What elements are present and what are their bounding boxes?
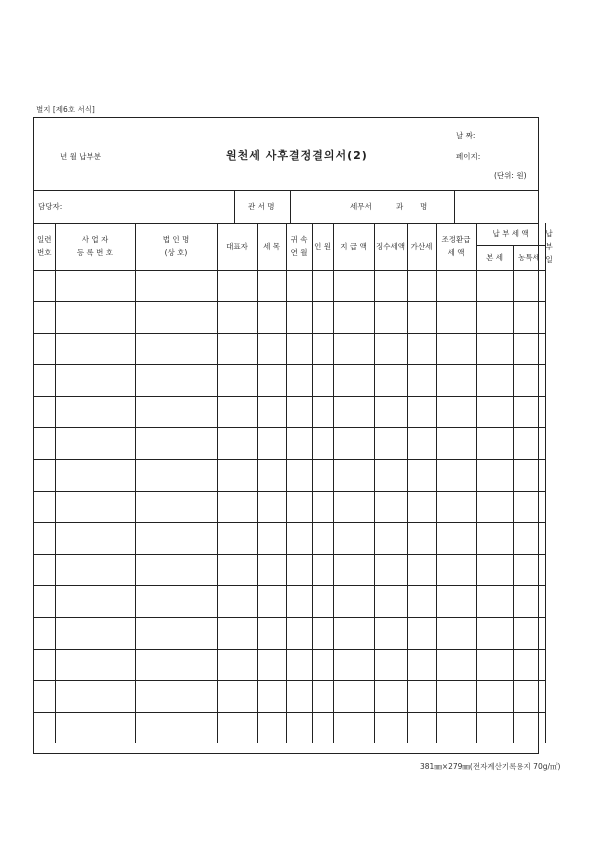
table-cell <box>476 681 513 713</box>
table-row <box>34 270 545 302</box>
table-cell <box>333 649 374 681</box>
table-cell <box>407 649 436 681</box>
table-cell <box>217 523 257 555</box>
table-cell <box>34 523 55 555</box>
table-cell <box>34 681 55 713</box>
section-label: 과 <box>396 202 404 211</box>
table-cell <box>436 649 476 681</box>
table-cell <box>333 554 374 586</box>
office-label: 관 서 명 <box>248 202 275 211</box>
table-cell <box>257 523 286 555</box>
table-row <box>34 396 545 428</box>
table-cell <box>55 681 135 713</box>
table-cell <box>513 428 545 460</box>
table-cell <box>333 586 374 618</box>
tax-office-label: 세무서 <box>350 202 372 211</box>
table-cell <box>135 428 217 460</box>
table-cell <box>312 649 333 681</box>
table-cell <box>55 333 135 365</box>
table-cell <box>333 270 374 302</box>
form-header <box>34 118 538 191</box>
col-penalty-tax: 가산세 <box>407 223 436 270</box>
table-cell <box>217 270 257 302</box>
table-cell <box>333 333 374 365</box>
table-cell <box>34 491 55 523</box>
table-cell <box>312 523 333 555</box>
table-cell <box>217 712 257 743</box>
table-row <box>34 428 545 460</box>
table-cell <box>257 302 286 334</box>
table-cell <box>333 712 374 743</box>
table-cell <box>513 712 545 743</box>
table-cell <box>257 586 286 618</box>
table-cell <box>374 618 407 650</box>
table-cell <box>286 460 312 492</box>
table-cell <box>436 712 476 743</box>
table-cell <box>257 428 286 460</box>
table-row <box>34 302 545 334</box>
paper-spec-note: 381㎜×279㎜(전자계산기록용지 70g/㎡) <box>420 762 561 771</box>
table-cell <box>135 712 217 743</box>
col-main-tax: 본 세 <box>476 245 513 270</box>
table-cell <box>476 333 513 365</box>
table-cell <box>34 270 55 302</box>
table-cell <box>135 586 217 618</box>
table-cell <box>436 586 476 618</box>
table-cell <box>312 586 333 618</box>
table-row <box>34 712 545 743</box>
table-cell <box>312 712 333 743</box>
table-cell <box>374 302 407 334</box>
table-cell <box>55 270 135 302</box>
table-cell <box>374 523 407 555</box>
table-cell <box>436 523 476 555</box>
table-cell <box>407 586 436 618</box>
table-cell <box>217 681 257 713</box>
table-cell <box>257 333 286 365</box>
col-serial: 일련 번호 <box>34 223 55 270</box>
table-cell <box>513 365 545 397</box>
table-row <box>34 681 545 713</box>
table-cell <box>135 554 217 586</box>
table-cell <box>34 649 55 681</box>
table-cell <box>374 365 407 397</box>
col-corporation-name: 법 인 명 (상 호) <box>135 223 217 270</box>
col-withheld-tax: 징수세액 <box>374 223 407 270</box>
table-cell <box>55 586 135 618</box>
table-cell <box>312 396 333 428</box>
table-cell <box>476 586 513 618</box>
table-cell <box>286 396 312 428</box>
table-cell <box>217 586 257 618</box>
table-cell <box>436 428 476 460</box>
table-cell <box>436 333 476 365</box>
table-cell <box>374 586 407 618</box>
table-cell <box>34 554 55 586</box>
table-cell <box>312 491 333 523</box>
table-cell <box>374 428 407 460</box>
table-cell <box>217 649 257 681</box>
table-cell <box>257 270 286 302</box>
table-cell <box>407 365 436 397</box>
table-cell <box>407 523 436 555</box>
table-row <box>34 618 545 650</box>
table-cell <box>513 396 545 428</box>
table-cell <box>374 396 407 428</box>
table-cell <box>476 365 513 397</box>
table-cell <box>476 712 513 743</box>
table-cell <box>436 302 476 334</box>
table-row <box>34 491 545 523</box>
table-cell <box>407 396 436 428</box>
table-cell <box>436 365 476 397</box>
unit-label: (단위: 원) <box>494 171 527 180</box>
table-cell <box>312 365 333 397</box>
divider <box>234 190 235 223</box>
table-cell <box>135 681 217 713</box>
table-cell <box>513 586 545 618</box>
table-cell <box>436 618 476 650</box>
table-cell <box>333 618 374 650</box>
table-cell <box>513 649 545 681</box>
table-cell <box>34 586 55 618</box>
table-cell <box>217 428 257 460</box>
table-cell <box>374 333 407 365</box>
table-cell <box>286 649 312 681</box>
table-cell <box>217 491 257 523</box>
table-cell <box>513 302 545 334</box>
table-cell <box>513 618 545 650</box>
col-business-number: 사 업 자 등 록 번 호 <box>55 223 135 270</box>
table-cell <box>513 270 545 302</box>
table-cell <box>436 270 476 302</box>
table-cell <box>135 649 217 681</box>
resolution-form <box>33 117 553 754</box>
table-cell <box>286 681 312 713</box>
table-cell <box>55 554 135 586</box>
table-cell <box>374 712 407 743</box>
table-cell <box>407 333 436 365</box>
col-group-payment: 납 부 세 액 <box>476 223 545 245</box>
table-cell <box>436 396 476 428</box>
table-cell <box>55 618 135 650</box>
table-cell <box>513 491 545 523</box>
table-cell <box>217 302 257 334</box>
table-row <box>34 554 545 586</box>
table-cell <box>257 554 286 586</box>
table-cell <box>55 365 135 397</box>
col-adjusted-refund: 조정환급 세 액 <box>436 223 476 270</box>
table-cell <box>217 333 257 365</box>
table-cell <box>135 365 217 397</box>
table-cell <box>476 396 513 428</box>
table-cell <box>135 491 217 523</box>
col-paid-amount: 지 급 액 <box>333 223 374 270</box>
table-row <box>34 649 545 681</box>
table-cell <box>407 270 436 302</box>
table-cell <box>34 428 55 460</box>
table-cell <box>55 428 135 460</box>
table-cell <box>286 491 312 523</box>
table-cell <box>513 681 545 713</box>
table-row <box>34 586 545 618</box>
date-label: 날 짜: <box>456 131 476 140</box>
table-cell <box>286 333 312 365</box>
table-cell <box>333 491 374 523</box>
col-rural-tax: 농특세 <box>513 245 545 270</box>
table-cell <box>34 618 55 650</box>
table-cell <box>34 396 55 428</box>
table-cell <box>257 491 286 523</box>
table-cell <box>257 396 286 428</box>
table-cell <box>135 333 217 365</box>
table-cell <box>55 649 135 681</box>
table-cell <box>374 460 407 492</box>
table-cell <box>217 554 257 586</box>
table-cell <box>333 365 374 397</box>
table-cell <box>257 712 286 743</box>
table-cell <box>333 460 374 492</box>
table-cell <box>407 618 436 650</box>
table-cell <box>312 554 333 586</box>
table-row <box>34 365 545 397</box>
table-cell <box>286 712 312 743</box>
table-cell <box>407 460 436 492</box>
table-cell <box>312 460 333 492</box>
table-cell <box>135 460 217 492</box>
table-cell <box>312 618 333 650</box>
table-cell <box>286 302 312 334</box>
table-cell <box>333 681 374 713</box>
table-cell <box>374 491 407 523</box>
table-cell <box>55 523 135 555</box>
table-cell <box>476 554 513 586</box>
col-persons: 인 원 <box>312 223 333 270</box>
form-number-label: 별지 [제6호 서식] <box>36 105 95 114</box>
table-cell <box>436 491 476 523</box>
table-cell <box>55 491 135 523</box>
table-cell <box>257 618 286 650</box>
table-cell <box>257 681 286 713</box>
table-cell <box>257 649 286 681</box>
table-cell <box>476 428 513 460</box>
table-row <box>34 460 545 492</box>
table-cell <box>476 302 513 334</box>
table-cell <box>513 554 545 586</box>
page-number-label: 페이지: <box>456 152 481 161</box>
table-cell <box>217 460 257 492</box>
table-cell <box>286 270 312 302</box>
table-cell <box>407 681 436 713</box>
table-cell <box>55 460 135 492</box>
table-cell <box>312 302 333 334</box>
period-label: 년 월 납부분 <box>60 152 101 161</box>
table-cell <box>312 333 333 365</box>
table-cell <box>34 712 55 743</box>
table-cell <box>286 365 312 397</box>
table-cell <box>513 523 545 555</box>
table-cell <box>34 333 55 365</box>
table-cell <box>407 428 436 460</box>
table-cell <box>55 396 135 428</box>
table-cell <box>513 460 545 492</box>
table-cell <box>286 618 312 650</box>
table-cell <box>333 523 374 555</box>
table-cell <box>34 302 55 334</box>
table-cell <box>436 681 476 713</box>
table-cell <box>374 681 407 713</box>
table-cell <box>407 712 436 743</box>
table-cell <box>312 270 333 302</box>
col-tax-item: 세 목 <box>257 223 286 270</box>
table-cell <box>374 270 407 302</box>
table-cell <box>55 302 135 334</box>
table-cell <box>135 302 217 334</box>
table-cell <box>286 586 312 618</box>
table-cell <box>135 396 217 428</box>
table-cell <box>217 365 257 397</box>
table-cell <box>286 554 312 586</box>
table-cell <box>476 270 513 302</box>
name-label: 명 <box>420 202 428 211</box>
table-cell <box>135 523 217 555</box>
table-cell <box>217 396 257 428</box>
info-row <box>34 190 538 224</box>
table-cell <box>436 460 476 492</box>
table-cell <box>333 302 374 334</box>
table-cell <box>34 365 55 397</box>
manager-label: 담당자: <box>38 202 63 211</box>
table-cell <box>476 523 513 555</box>
page-title: 원천세 사후결정결의서(2) <box>226 149 368 162</box>
table-cell <box>55 712 135 743</box>
table-row <box>34 333 545 365</box>
table-cell <box>34 460 55 492</box>
table-cell <box>436 554 476 586</box>
divider <box>290 190 291 223</box>
table-cell <box>476 491 513 523</box>
table-cell <box>286 523 312 555</box>
table-cell <box>217 618 257 650</box>
table-cell <box>333 428 374 460</box>
table-cell <box>374 649 407 681</box>
table-cell <box>513 333 545 365</box>
table-row <box>34 523 545 555</box>
table-cell <box>286 428 312 460</box>
table-cell <box>333 396 374 428</box>
withholding-table: 일련 번호 사 업 자 등 록 번 호 법 인 명 (상 호) 대표자 세 목 귀 속 연 월 인 원 지 급 액 징수세액 가산세 조정환급 세 액 납 부 세 액 납 부 일 본 세 농특세 <box>34 223 545 743</box>
table-cell <box>476 649 513 681</box>
table-cell <box>374 554 407 586</box>
table-cell <box>476 460 513 492</box>
table-cell <box>312 428 333 460</box>
col-attribution-period: 귀 속 연 월 <box>286 223 312 270</box>
table-cell <box>476 618 513 650</box>
table-cell <box>257 460 286 492</box>
table-cell <box>135 270 217 302</box>
divider <box>454 190 455 223</box>
table-cell <box>257 365 286 397</box>
table-cell <box>312 681 333 713</box>
table-cell <box>135 618 217 650</box>
col-representative: 대표자 <box>217 223 257 270</box>
table-cell <box>407 491 436 523</box>
table-cell <box>407 302 436 334</box>
table-cell <box>407 554 436 586</box>
